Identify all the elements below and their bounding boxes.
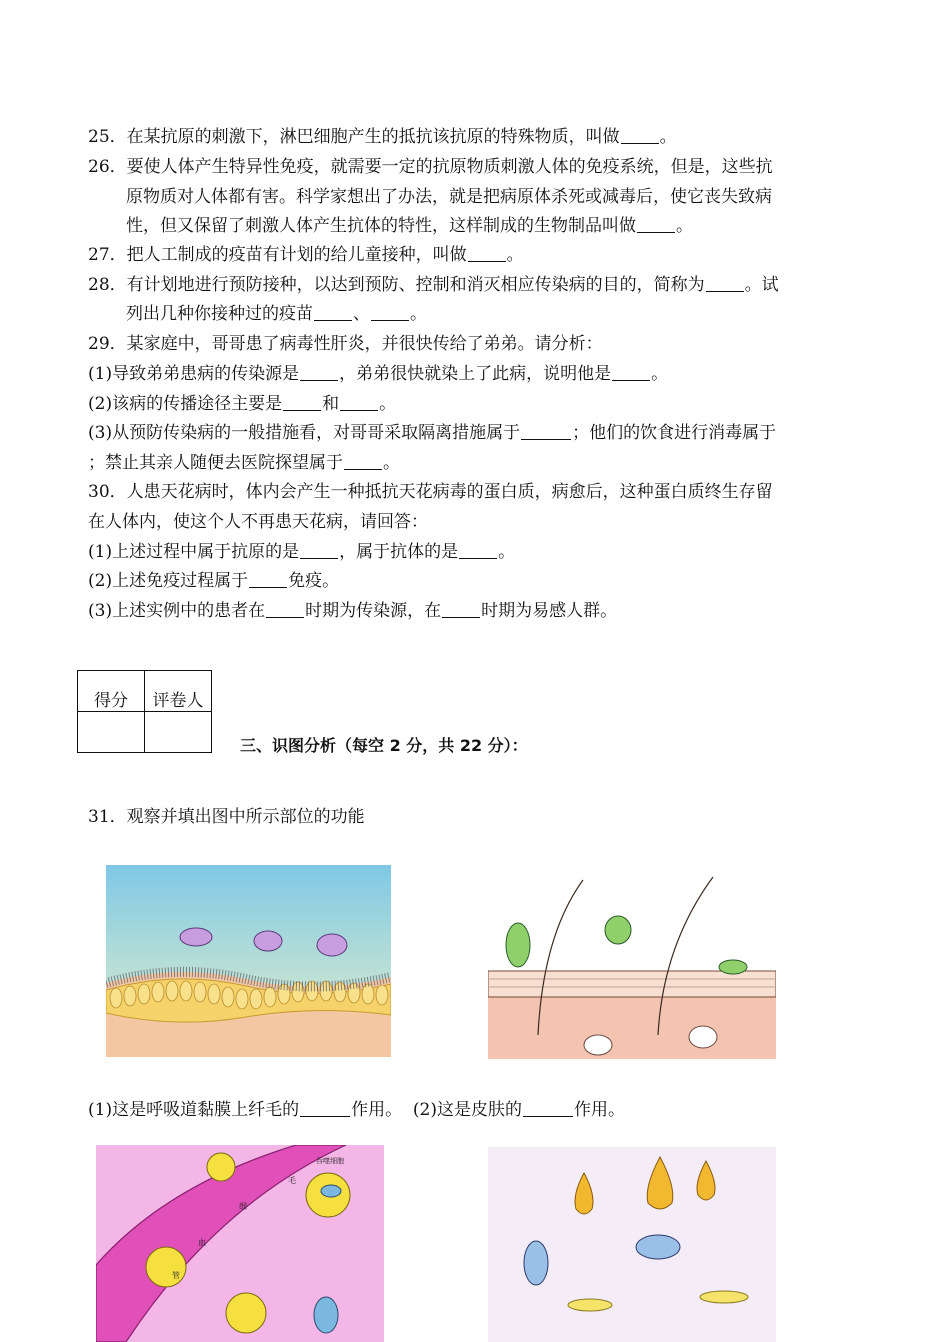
q30-3c: 时期为易感人群。 bbox=[481, 601, 618, 621]
q31-1-end: 作用。 bbox=[351, 1100, 403, 1120]
q29-sub-3b bbox=[88, 452, 400, 474]
q29-blank-1[interactable] bbox=[300, 364, 338, 381]
q29-line: 29．某家庭中，哥哥患了病毒性肝炎，并很快传给了弟弟。请分析： bbox=[88, 334, 603, 354]
q26-text: 性，但又保留了刺激人体产生抗体的特性，这样制成的生物制品叫做 bbox=[126, 216, 636, 236]
q28-blank-3[interactable] bbox=[371, 304, 409, 321]
q28-text: 28．有计划地进行预防接种，以达到预防、控制和消灭相应传染病的目的，简称为 bbox=[88, 275, 705, 295]
q31-2-end: 作用。 bbox=[574, 1100, 625, 1120]
q29-blank-4[interactable] bbox=[340, 394, 378, 411]
label-guan: 管 bbox=[172, 1271, 180, 1280]
q29-blank-6[interactable] bbox=[344, 453, 382, 470]
q31-2-text: (2)这是皮肤的 bbox=[412, 1100, 522, 1120]
q30-blank-5[interactable] bbox=[442, 601, 480, 618]
q30-2a: (2)上述免疫过程属于 bbox=[88, 571, 249, 591]
q29-2c: 。 bbox=[379, 394, 397, 414]
q28-blank-1[interactable] bbox=[706, 275, 744, 292]
q29-3b: ；他们的饮食进行消毒属于 bbox=[572, 423, 777, 443]
q29-blank-2[interactable] bbox=[612, 364, 650, 381]
q30-3a: (3)上述实例中的患者在 bbox=[88, 601, 266, 621]
label-phagocyte: 吞噬细胞 bbox=[316, 1157, 344, 1165]
q27-end: 。 bbox=[506, 245, 524, 265]
q31-line: 31．观察并填出图中所示部位的功能 bbox=[88, 807, 365, 827]
q30-2b: 免疫。 bbox=[288, 571, 340, 591]
grader-cell[interactable] bbox=[145, 712, 212, 753]
q28-blank-2[interactable] bbox=[314, 304, 352, 321]
q31-answer-line bbox=[88, 1099, 625, 1121]
q25-blank[interactable] bbox=[621, 127, 659, 144]
q29-2b: 和 bbox=[322, 394, 340, 414]
q30-1a: (1)上述过程中属于抗原的是 bbox=[88, 542, 300, 562]
q26-end: 。 bbox=[676, 216, 693, 236]
q26-line-1: 26．要使人体产生特异性免疫，就需要一定的抗原物质刺激人体的免疫系统，但是，这些抗 bbox=[88, 157, 773, 177]
q29-1c: 。 bbox=[651, 364, 669, 384]
q30-line-2: 在人体内，使这个人不再患天花病，请回答： bbox=[88, 512, 428, 532]
q29-2a: (2)该病的传播途径主要是 bbox=[88, 394, 283, 414]
q28-text-2: 列出几种你接种过的疫苗 bbox=[126, 304, 313, 324]
q30-blank-4[interactable] bbox=[266, 601, 304, 618]
q30-sub-2 bbox=[88, 570, 339, 592]
figure-lysozyme bbox=[488, 1147, 776, 1342]
q29-blank-3[interactable] bbox=[283, 394, 321, 411]
q26-blank[interactable] bbox=[637, 216, 675, 233]
q29-3d: 。 bbox=[383, 453, 400, 473]
section-title: 三、识图分析（每空 2 分，共 22 分）： bbox=[240, 736, 528, 755]
q25-text: 25．在某抗原的刺激下，淋巴细胞产生的抵抗该抗原的特殊物质，叫做 bbox=[88, 127, 620, 147]
q28-line-1 bbox=[88, 274, 779, 296]
q30-blank-2[interactable] bbox=[459, 542, 497, 559]
q30-line-1: 30．人患天花病时，体内会产生一种抵抗天花病毒的蛋白质，病愈后，这种蛋白质终生存留 bbox=[88, 482, 773, 502]
q31-1-text: (1)这是呼吸道黏膜上纤毛的 bbox=[88, 1100, 300, 1120]
q29-sub-2 bbox=[88, 393, 396, 415]
figure-phagocyte bbox=[96, 1145, 384, 1342]
q29-3a: (3)从预防传染病的一般措施看，对哥哥采取隔离措施属于 bbox=[88, 423, 521, 443]
label-mao: 毛 bbox=[288, 1176, 296, 1185]
q27-line bbox=[88, 244, 524, 266]
score-table bbox=[77, 670, 212, 753]
figure-cilia bbox=[106, 865, 391, 1057]
q30-blank-3[interactable] bbox=[249, 571, 287, 588]
score-header: 得分 bbox=[78, 671, 145, 712]
q29-blank-5[interactable] bbox=[521, 423, 571, 440]
q30-1c: 。 bbox=[498, 542, 516, 562]
q29-sub-1 bbox=[88, 363, 668, 385]
label-xi: 细 bbox=[239, 1202, 247, 1211]
q29-1b: ，弟弟很快就染上了此病，说明他是 bbox=[339, 364, 612, 384]
q27-blank[interactable] bbox=[468, 245, 506, 262]
q26-line-2: 原物质对人体都有害。科学家想出了办法，就是把病原体杀死或减毒后，使它丧失致病 bbox=[126, 187, 772, 207]
q26-line-3 bbox=[126, 215, 693, 237]
q30-1b: ，属于抗体的是 bbox=[339, 542, 459, 562]
q28-sep: 、 bbox=[353, 304, 370, 324]
q30-sub-3 bbox=[88, 600, 617, 622]
q28-end-1: 。试 bbox=[744, 275, 779, 295]
q29-1a: (1)导致弟弟患病的传染源是 bbox=[88, 364, 300, 384]
q29-3c: ；禁止其亲人随便去医院探望属于 bbox=[88, 453, 343, 473]
label-xue: 血 bbox=[198, 1238, 206, 1247]
q28-line-2 bbox=[126, 303, 427, 325]
q28-end-2: 。 bbox=[410, 304, 427, 324]
score-cell[interactable] bbox=[78, 712, 145, 753]
q25-line bbox=[88, 126, 677, 148]
q25-end: 。 bbox=[659, 127, 677, 147]
q31-blank-1[interactable] bbox=[300, 1100, 350, 1117]
q30-blank-1[interactable] bbox=[300, 542, 338, 559]
figure-skin bbox=[488, 875, 776, 1059]
q30-sub-1 bbox=[88, 541, 515, 563]
q27-text: 27．把人工制成的疫苗有计划的给儿童接种，叫做 bbox=[88, 245, 467, 265]
q31-blank-2[interactable] bbox=[523, 1100, 573, 1117]
q29-sub-3 bbox=[88, 422, 776, 444]
q30-3b: 时期为传染源，在 bbox=[305, 601, 442, 621]
grader-header: 评卷人 bbox=[145, 671, 212, 712]
